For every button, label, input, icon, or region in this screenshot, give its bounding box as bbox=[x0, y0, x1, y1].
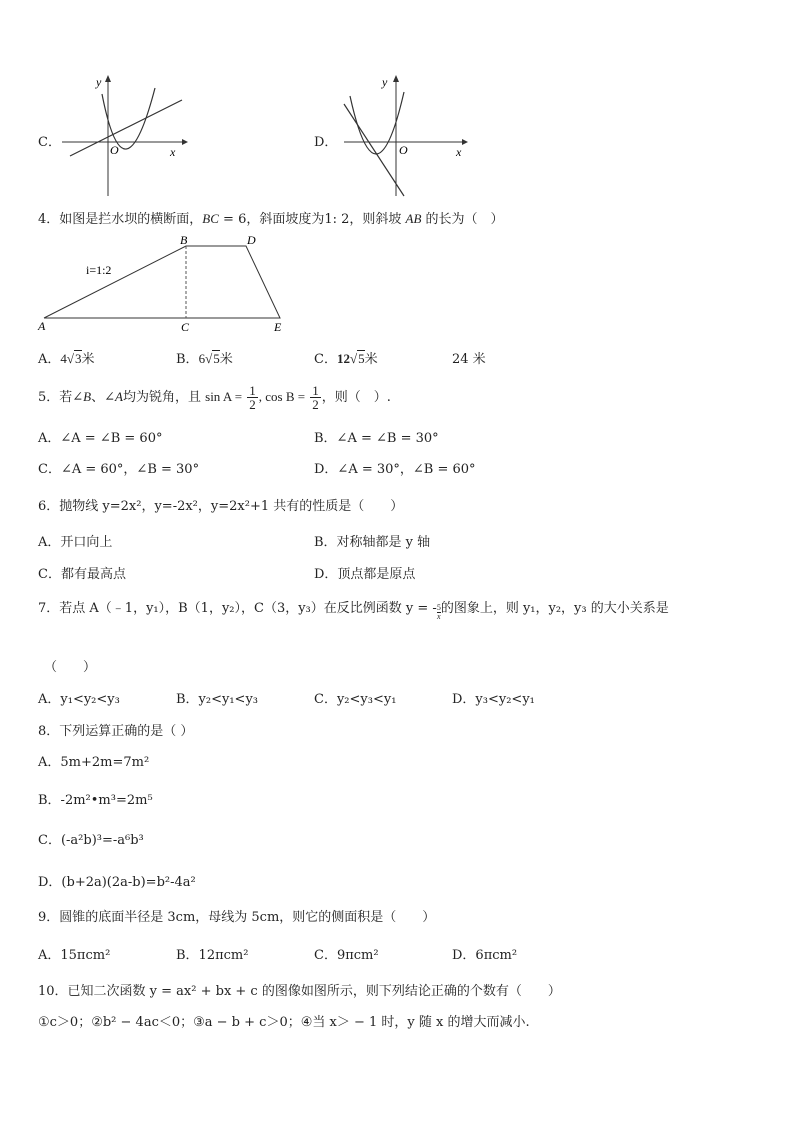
q7-option-d: D．y₃<y₂<y₁ bbox=[452, 692, 535, 707]
q8-option-c: C．(-a²b)³=-a⁶b³ bbox=[38, 833, 144, 848]
q3c-x-label: x bbox=[170, 145, 176, 159]
q5-option-c: C．∠A = 60°，∠B = 30° bbox=[38, 462, 200, 477]
q3d-origin-label: O bbox=[399, 143, 408, 157]
q7-option-c: C．y₂<y₃<y₁ bbox=[314, 692, 397, 707]
q4-point-a: A bbox=[38, 319, 46, 333]
q4-point-c: C bbox=[181, 320, 190, 334]
q9-stem: 9．圆锥的底面半径是 3cm，母线为 5cm，则它的侧面积是（ ） bbox=[38, 910, 436, 925]
q5-sin-fraction: $\frac{1}{2}$ bbox=[249, 383, 256, 412]
q6-stem: 6．抛物线 y=2x²，y=-2x²，y=2x²+1 共有的性质是（ ） bbox=[38, 499, 404, 514]
q3-option-c-label: C． bbox=[38, 135, 61, 150]
q6-option-c: C．都有最高点 bbox=[38, 567, 126, 582]
q10-conditions: ①c＞0；②b² − 4ac＜0；③a − b + c＞0；④当 x＞ − 1 时，y 随 x 的增大而减小. bbox=[38, 1015, 530, 1030]
q8-option-a: A．5m+2m=7m² bbox=[38, 755, 150, 770]
q4-slope-label: i=1:2 bbox=[86, 263, 112, 277]
q8-stem: 8．下列运算正确的是（ ） bbox=[38, 724, 194, 739]
q8-option-d: D．(b+2a)(2a-b)=b²-4a² bbox=[38, 875, 196, 890]
q5-option-b: B．∠A = ∠B = 30° bbox=[314, 431, 439, 446]
q3d-x-label: x bbox=[456, 145, 462, 159]
q6-option-a: A．开口向上 bbox=[38, 535, 113, 550]
q3-option-c-graph bbox=[58, 72, 188, 200]
q4-point-e: E bbox=[274, 320, 282, 334]
q9-option-c: C．9πcm² bbox=[314, 948, 379, 963]
q5-option-d: D．∠A = 30°，∠B = 60° bbox=[314, 462, 476, 477]
q4-option-b: B．6√5米 bbox=[176, 351, 233, 367]
q10-stem: 10．已知二次函数 y = ax² + bx + c 的图像如图所示，则下列结论正确的个数有（ ） bbox=[38, 984, 561, 999]
q4-point-d: D bbox=[247, 233, 256, 247]
q4-point-b: B bbox=[180, 233, 188, 247]
q3-option-d-label: D． bbox=[314, 135, 338, 150]
q4-dam-diagram bbox=[34, 232, 294, 336]
q3c-y-label: y bbox=[96, 75, 102, 89]
q4-option-d: 24 米 bbox=[452, 352, 486, 367]
q6-option-d: D．顶点都是原点 bbox=[314, 567, 416, 582]
q9-option-a: A．15πcm² bbox=[38, 948, 111, 963]
q8-option-b: B．-2m²•m³=2m⁵ bbox=[38, 793, 153, 808]
q9-option-d: D．6πcm² bbox=[452, 948, 518, 963]
q7-option-b: B．y₂<y₁<y₃ bbox=[176, 692, 259, 707]
q4-option-c: C．12√5米 bbox=[314, 351, 378, 367]
q7-option-a: A．y₁<y₂<y₃ bbox=[38, 692, 120, 707]
q5-cos-fraction: $\frac{1}{2}$ bbox=[312, 383, 319, 412]
q6-option-b: B．对称轴都是 y 轴 bbox=[314, 535, 431, 550]
q3c-origin-label: O bbox=[110, 143, 119, 157]
q3d-y-label: y bbox=[382, 75, 388, 89]
q7-stem: 7．若点 A（﹣1，y₁），B（1，y₂），C（3，y₃）在反比例函数 y = - $\frac{5}{x}$的图象上，则 y₁，y₂，y₃ 的大小关系是 bbox=[38, 601, 669, 621]
q4-stem: 4．如图是拦水坝的横断面，BC = 6，斜面坡度为1: 2，则斜坡 AB 的长为（ ） bbox=[38, 211, 504, 227]
q9-option-b: B．12πcm² bbox=[176, 948, 249, 963]
q3-option-d-graph bbox=[336, 72, 468, 200]
q4-option-a: A．4√3米 bbox=[38, 351, 95, 367]
q5-stem: 5．若∠B、∠A均为锐角，且 sin A = $\frac{1}{2}$ , cos B = $\frac{1}{2}$ ，则（ ）. bbox=[38, 383, 391, 412]
q7-blank: （ ） bbox=[44, 660, 97, 675]
q7-fraction: $\frac{5}{x}$ bbox=[436, 603, 441, 621]
q5-option-a: A．∠A = ∠B = 60° bbox=[38, 431, 163, 446]
